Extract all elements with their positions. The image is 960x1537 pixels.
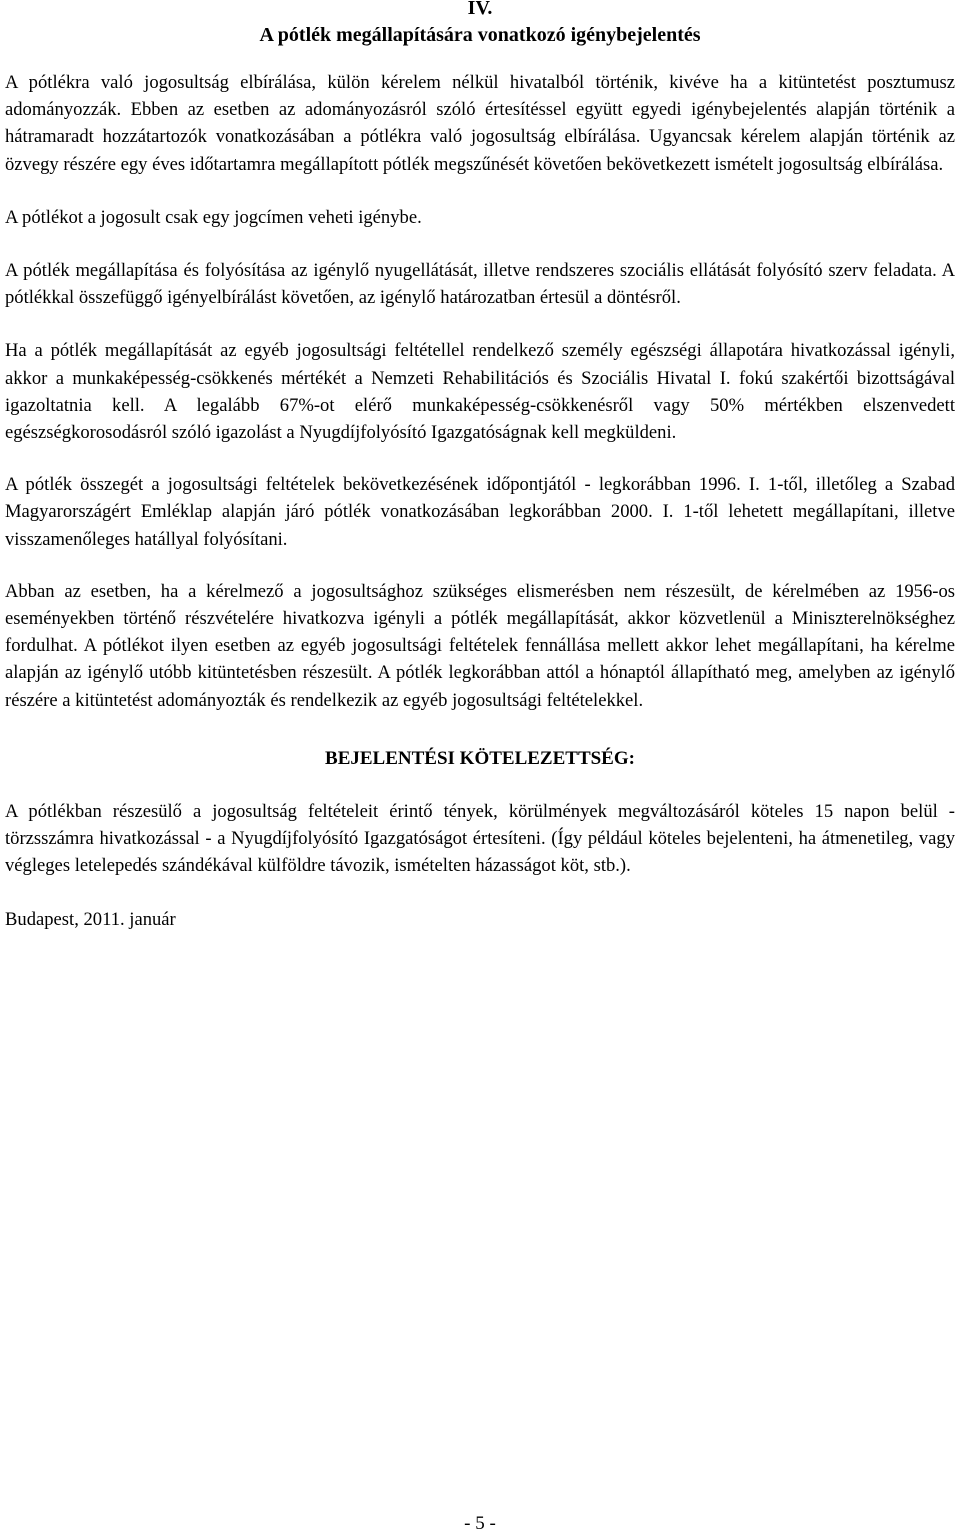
paragraph-health-condition: Ha a pótlék megállapítását az egyéb jogosultsági feltétellel rendelkező személy egészségi állapotára hivatkozással igényli, akkor a munkaképesség-csökkenés mértékét a Nemzeti Rehabilitációs és Szociális Hivatal I. fokú szakértői bizottságával igazoltatnia kell. A legalább 67%-ot elérő munkaképesség-csökkenésről vagy 50% mértékben elszenvedett egészségkorosodásról szóló igazolást a Nyugdíjfolyósító Igazgatóságnak kell megküldeni. [5, 340, 955, 444]
paragraph-prime-minister-office: Abban az esetben, ha a kérelmező a jogosultsághoz szükséges elismerésben nem részesült, de kérelmében az 1956-os eseményekben történő részvételére hivatkozva igényli a pótlék megállapítását, akkor közvetlenül a Miniszterelnökséghez fordulhat. A pótlékot ilyen esetben az egyéb jogosultsági feltételek fennállása mellett akkor lehet megállapítani, ha kérelme alapján az igénylő utóbb kitüntetésben részesült. A pótlék legkorábban attól a hónaptól állapítható meg, amelyben az igénylő részére a kitüntetést adományozták és rendelkezik az egyéb jogosultsági feltételekkel. [5, 580, 955, 711]
document-page [5, 0, 955, 934]
chapter-title: A pótlék megállapítására vonatkozó igénybejelentés [259, 24, 701, 46]
paragraph-disbursing-body: A pótlék megállapítása és folyósítása az igénylő nyugellátását, illetve rendszeres szociális ellátását folyósító szerv feladata. A pótlékkal összefüggő igényelbírálást követően, az igénylő határozatban értesül a döntésről. [5, 260, 955, 309]
paragraph-single-title: A pótlékot a jogosult csak egy jogcímen veheti igénybe. [5, 206, 422, 228]
page-number: - 5 - [464, 1513, 496, 1534]
date-line: Budapest, 2011. január [5, 909, 176, 931]
chapter-number: IV. [467, 0, 493, 19]
section-heading: BEJELENTÉSI KÖTELEZETTSÉG: [325, 747, 635, 769]
paragraph-start-date: A pótlék összegét a jogosultsági feltételek bekövetkezésének időpontjától - legkorábban 1996. I. 1-től, illetőleg a Szabad Magyarországért Emléklap alapján járó pótlék vonatkozásában legkorábban 2000. I. 1-től lehetett megállapítani, illetve visszamenőleges hatállyal folyósítani. [5, 474, 955, 550]
paragraph-reporting-obligation: A pótlékban részesülő a jogosultság feltételeit érintő tények, körülmények megváltozásáról köteles 15 napon belül - törzsszámra hivatkozással - a Nyugdíjfolyósító Igazgatóságot értesíteni. (Így például köteles bejelenteni, ha átmenetileg, vagy végleges letelepedés szándékával külföldre távozik, ismételten házasságot köt, stb.). [5, 800, 955, 877]
paragraph-eligibility: A pótlékra való jogosultság elbírálása, külön kérelem nélkül hivatalból történik, kivéve ha a kitüntetést posztumusz adományozzák. Ebben az esetben az adományozásról szóló értesítéssel együtt egyedi igénybejelentés alapján történik a hátramaradt hozzátartozók vonatkozásában a pótlékra való jogosultság elbírálása. Ugyancsak kérelem alapján történik az özvegy részére egy éves időtartamra megállapított pótlék megszűnését követően bekövetkezett ismételt jogosultság elbírálása. [5, 72, 955, 175]
